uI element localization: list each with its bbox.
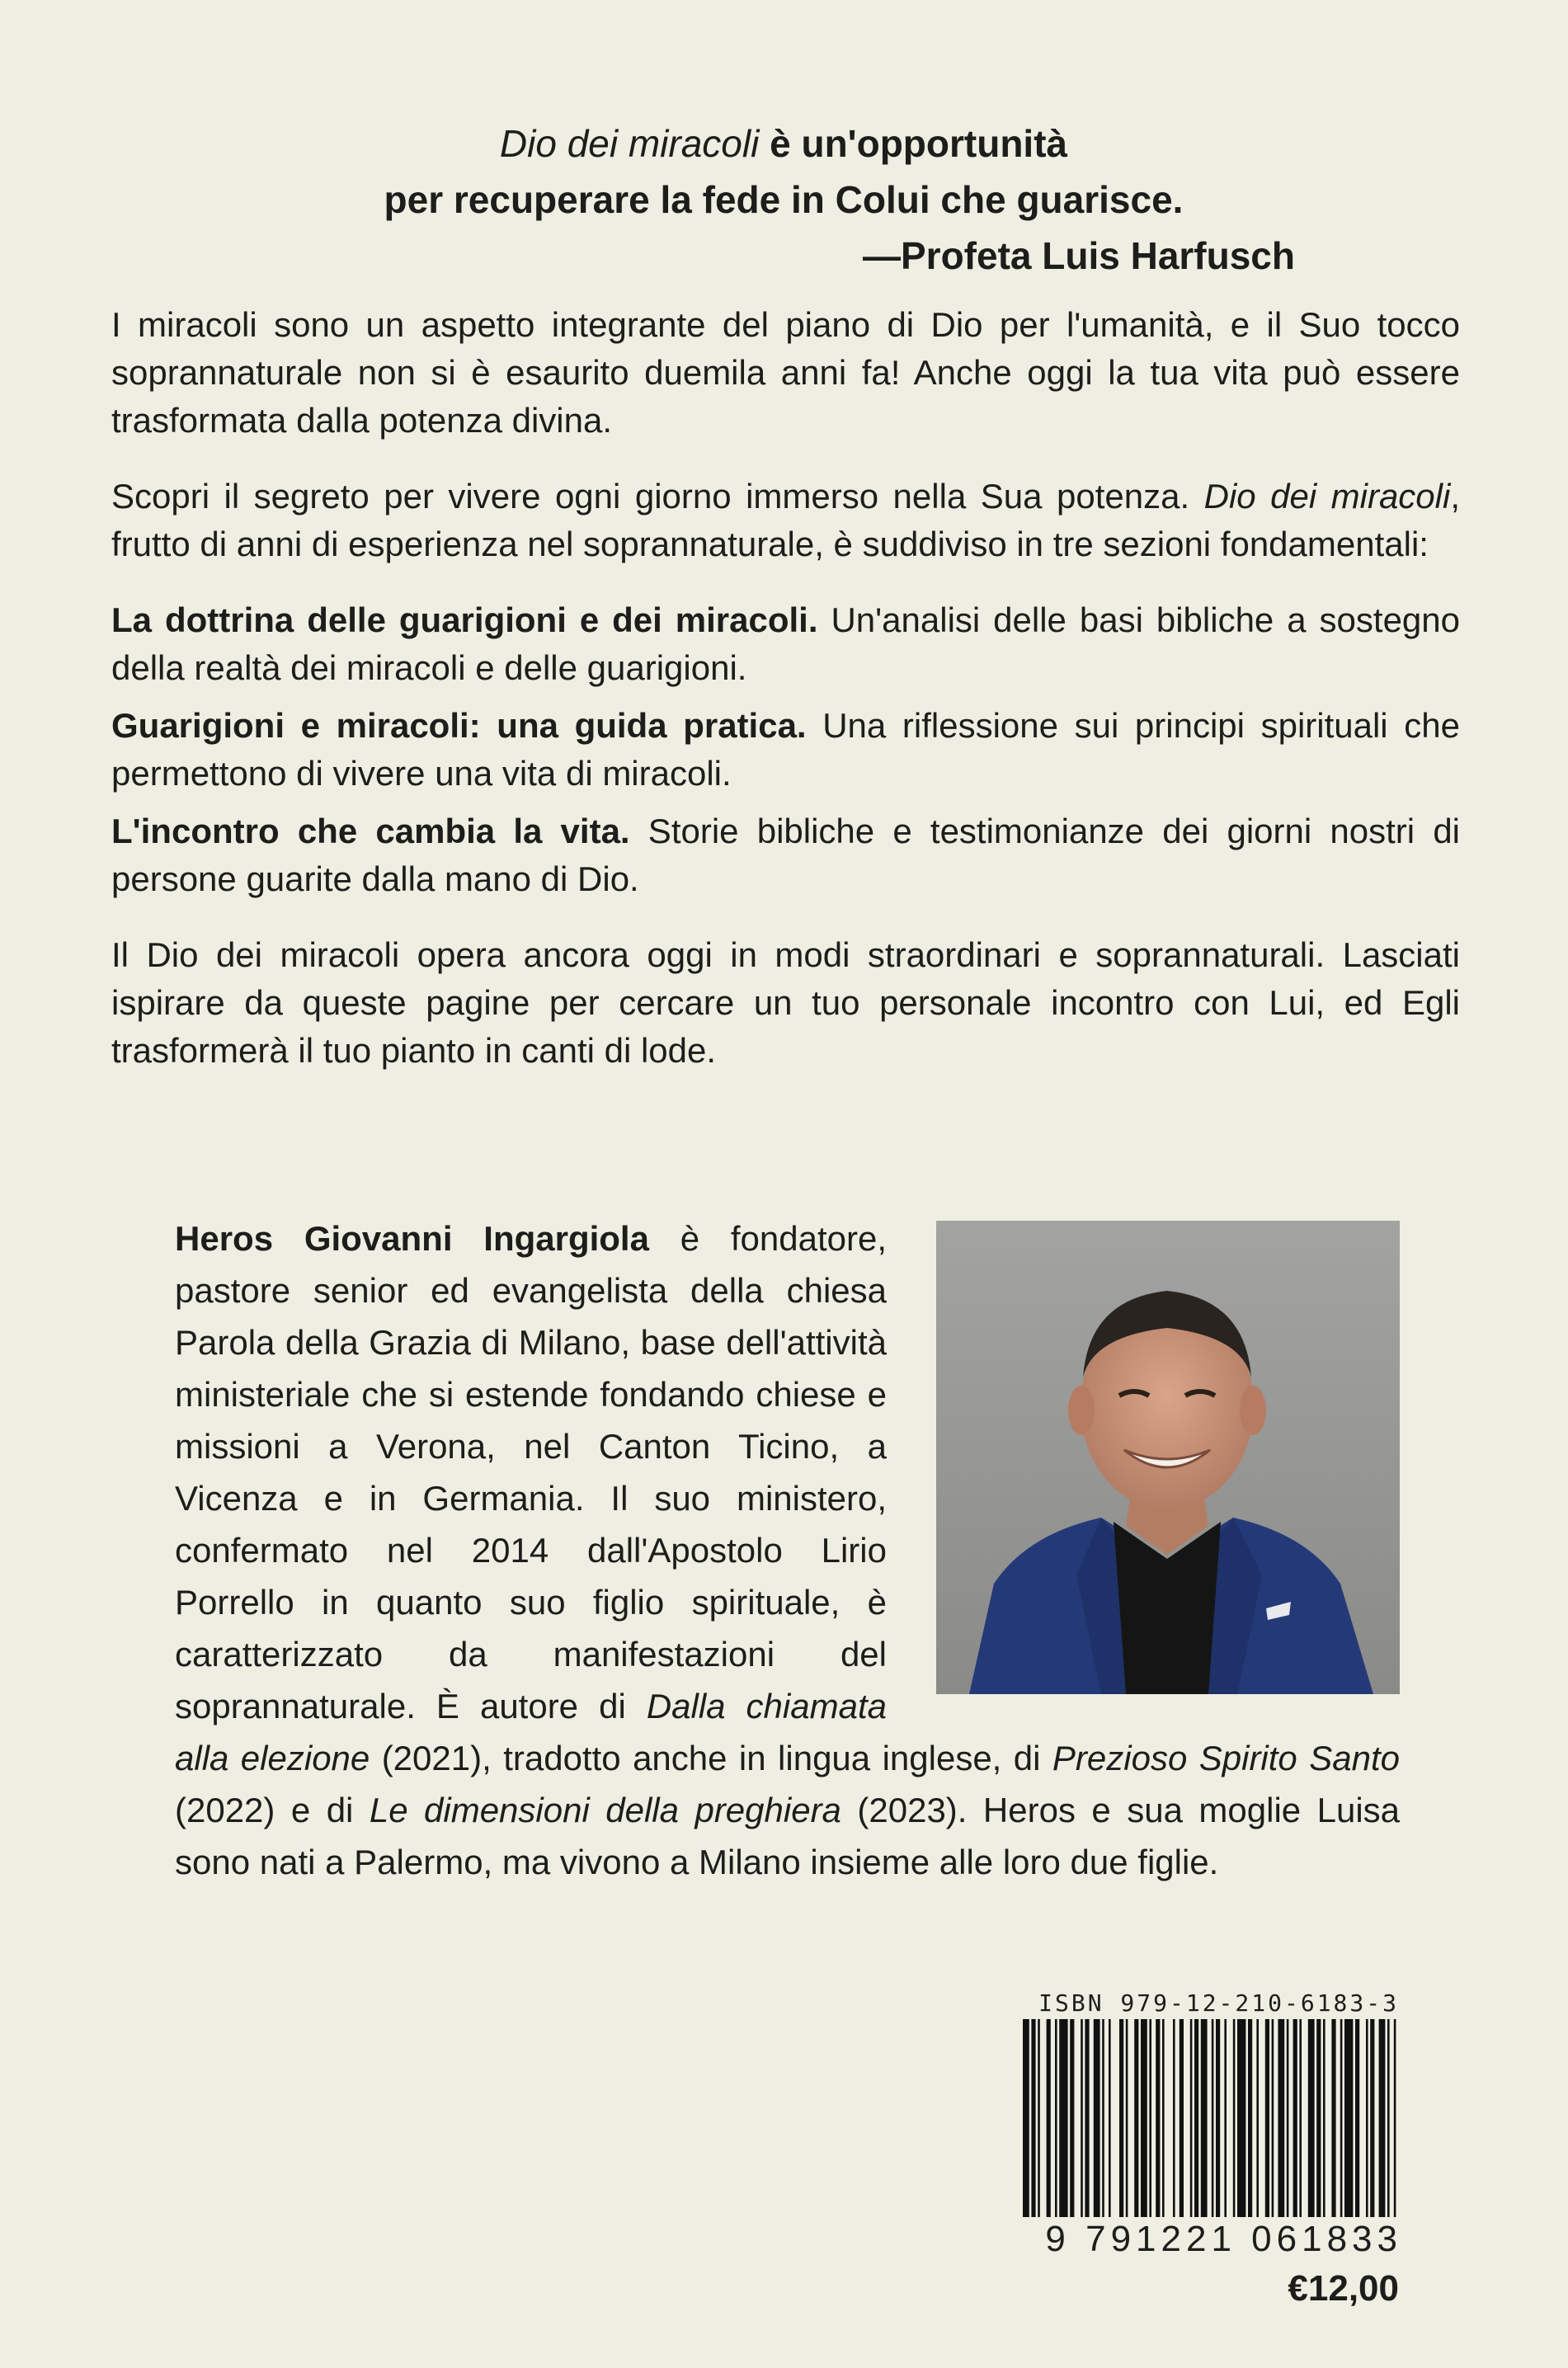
- barcode-bar: [1370, 2019, 1374, 2217]
- p2-text-b: , frutto di anni di esperienza nel soprannaturale, è suddiviso in tre sezioni fondamentali:: [111, 477, 1460, 563]
- barcode-bar: [1355, 2019, 1359, 2217]
- bio-book-1: Dalla chiamata alla elezione: [175, 1687, 887, 1777]
- barcode-bar: [1038, 2019, 1040, 2217]
- endorsement-quote: [239, 115, 1328, 284]
- barcode-digits: 9 791221 061833: [1045, 2219, 1402, 2259]
- section-3-title: L'incontro che cambia la vita.: [111, 812, 630, 850]
- barcode-bar: [1344, 2019, 1353, 2217]
- section-3-text: Storie bibliche e testimonianze dei giorni nostri di persone guarite dalla mano di Dio.: [111, 812, 1461, 898]
- price: €12,00: [1288, 2268, 1399, 2309]
- barcode-bar: [1340, 2019, 1343, 2217]
- barcode-bar: [1256, 2019, 1259, 2217]
- barcode-bar: [1293, 2019, 1297, 2217]
- barcode-bar: [1047, 2019, 1051, 2217]
- author-photo: [936, 1221, 1400, 1694]
- barcode-bar: [1265, 2019, 1269, 2217]
- barcode-bar: [1272, 2019, 1274, 2217]
- barcode-bar: [1194, 2019, 1198, 2217]
- description-paragraph-1: I miracoli sono un aspetto integrante del piano di Dio per l'umanità, e il Suo tocco soprannaturale non si è esaurito duemila anni fa! Anche oggi la tua vita può essere trasformata dalla potenza divina.: [111, 305, 1460, 440]
- barcode-bar: [1173, 2019, 1175, 2217]
- barcode-bar: [1237, 2019, 1245, 2217]
- barcode-bar: [1287, 2019, 1289, 2217]
- barcode-bar: [1023, 2019, 1029, 2217]
- barcode-bar: [1180, 2019, 1184, 2217]
- barcode-bar: [1149, 2019, 1151, 2217]
- author-bio: [175, 1212, 1400, 1888]
- barcode-bar: [1224, 2019, 1227, 2217]
- bio-text-2: (2021), tradotto anche in lingua inglese, di: [370, 1739, 1052, 1777]
- barcode-bar: [1366, 2019, 1368, 2217]
- isbn-label: ISBN 979-12-210-6183-3: [1038, 1989, 1399, 2017]
- barcode-bar: [1201, 2019, 1208, 2217]
- barcode-bar: [1031, 2019, 1035, 2217]
- barcode-bar: [1085, 2019, 1089, 2217]
- section-2-title: Guarigioni e miracoli: una guida pratica.: [111, 706, 807, 745]
- barcode-bar: [1323, 2019, 1326, 2217]
- quote-attribution: —Profeta Luis Harfusch: [863, 234, 1295, 277]
- barcode-bar: [1316, 2019, 1321, 2217]
- barcode-bar: [1308, 2019, 1315, 2217]
- description-paragraph-4: Il Dio dei miracoli opera ancora oggi in modi straordinari e soprannaturali. Lasciati ispirare da queste pagine per cercare un tuo personale incontro con Lui, ed Egli trasformerà il tuo pianto in canti di lode.: [111, 935, 1460, 1070]
- barcode-bar: [1055, 2019, 1057, 2217]
- quote-line-1-rest: è un'opportunità: [759, 122, 1068, 165]
- author-portrait-illustration: [936, 1221, 1400, 1694]
- barcode-bar: [1141, 2019, 1147, 2217]
- barcode-bar: [1278, 2019, 1284, 2217]
- barcode-bar: [1126, 2019, 1128, 2217]
- bio-text-3: (2022) e di: [175, 1791, 370, 1829]
- barcode-bar: [1394, 2019, 1396, 2217]
- section-3: [111, 807, 1460, 903]
- section-1: [111, 596, 1460, 692]
- barcode-bar: [1190, 2019, 1193, 2217]
- barcode-bar: [1081, 2019, 1083, 2217]
- barcode-bar: [1233, 2019, 1236, 2217]
- barcode-bar: [1212, 2019, 1214, 2217]
- barcode-bar: [1299, 2019, 1302, 2217]
- barcode-bar: [1102, 2019, 1104, 2217]
- barcode-bar: [1059, 2019, 1067, 2217]
- section-1-text: Un'analisi delle basi bibliche a sostegno della realtà dei miracoli e delle guarigioni.: [111, 600, 1461, 687]
- section-2-text: Una riflessione sui principi spirituali che permettono di vivere una vita di miracoli.: [111, 706, 1460, 793]
- quote-line-1: [239, 115, 1328, 172]
- p2-book-title: Dio dei miracoli: [1203, 477, 1451, 515]
- barcode-bar: [1109, 2019, 1111, 2217]
- quote-line-2: per recuperare la fede in Colui che guarisce.: [384, 178, 1184, 221]
- bio-book-3: Le dimensioni della preghiera: [369, 1791, 841, 1829]
- barcode-bar: [1216, 2019, 1220, 2217]
- bio-text-4: (2023). Heros e sua moglie Luisa sono nati a Palermo, ma vivono a Milano insieme alle loro due figlie.: [175, 1791, 1401, 1881]
- bio-text-1: è fondatore, pastore senior ed evangelista della chiesa Parola della Grazia di Milano, base dell'attività ministeriale che si estende fondando chiese e missioni a Verona, nel Canton Ticino, a Vicenza e in Germania. Il suo ministero, confermato nel 2014 dall'Apostolo Lirio Porrello in quanto suo figlio spirituale, è caratterizzato da manifestazioni del soprannaturale. È autore di: [175, 1219, 888, 1725]
- bio-book-2: Prezioso Spirito Santo: [1052, 1739, 1400, 1777]
- quote-attribution-row: [239, 228, 1328, 284]
- barcode-bar: [1070, 2019, 1074, 2217]
- barcode-bar: [1387, 2019, 1390, 2217]
- section-2: [111, 702, 1460, 798]
- author-name: Heros Giovanni Ingargiola: [175, 1219, 649, 1258]
- description-paragraph-2: [111, 473, 1460, 568]
- p2-text-a: Scopri il segreto per vivere ogni giorno immerso nella Sua potenza.: [111, 477, 1204, 515]
- section-1-title: La dottrina delle guarigioni e dei miracoli.: [111, 600, 818, 639]
- barcode-bar: [1248, 2019, 1252, 2217]
- barcode-bar: [1331, 2019, 1335, 2217]
- quote-book-title: Dio dei miracoli: [499, 122, 760, 165]
- barcode-icon: [1023, 2019, 1399, 2217]
- book-description: [111, 301, 1460, 1103]
- barcode-bar: [1379, 2019, 1386, 2217]
- barcode-bar: [1094, 2019, 1100, 2217]
- barcode-bar: [1134, 2019, 1138, 2217]
- barcode-bar: [1156, 2019, 1160, 2217]
- barcode-bar: [1119, 2019, 1123, 2217]
- barcode-bar: [1162, 2019, 1165, 2217]
